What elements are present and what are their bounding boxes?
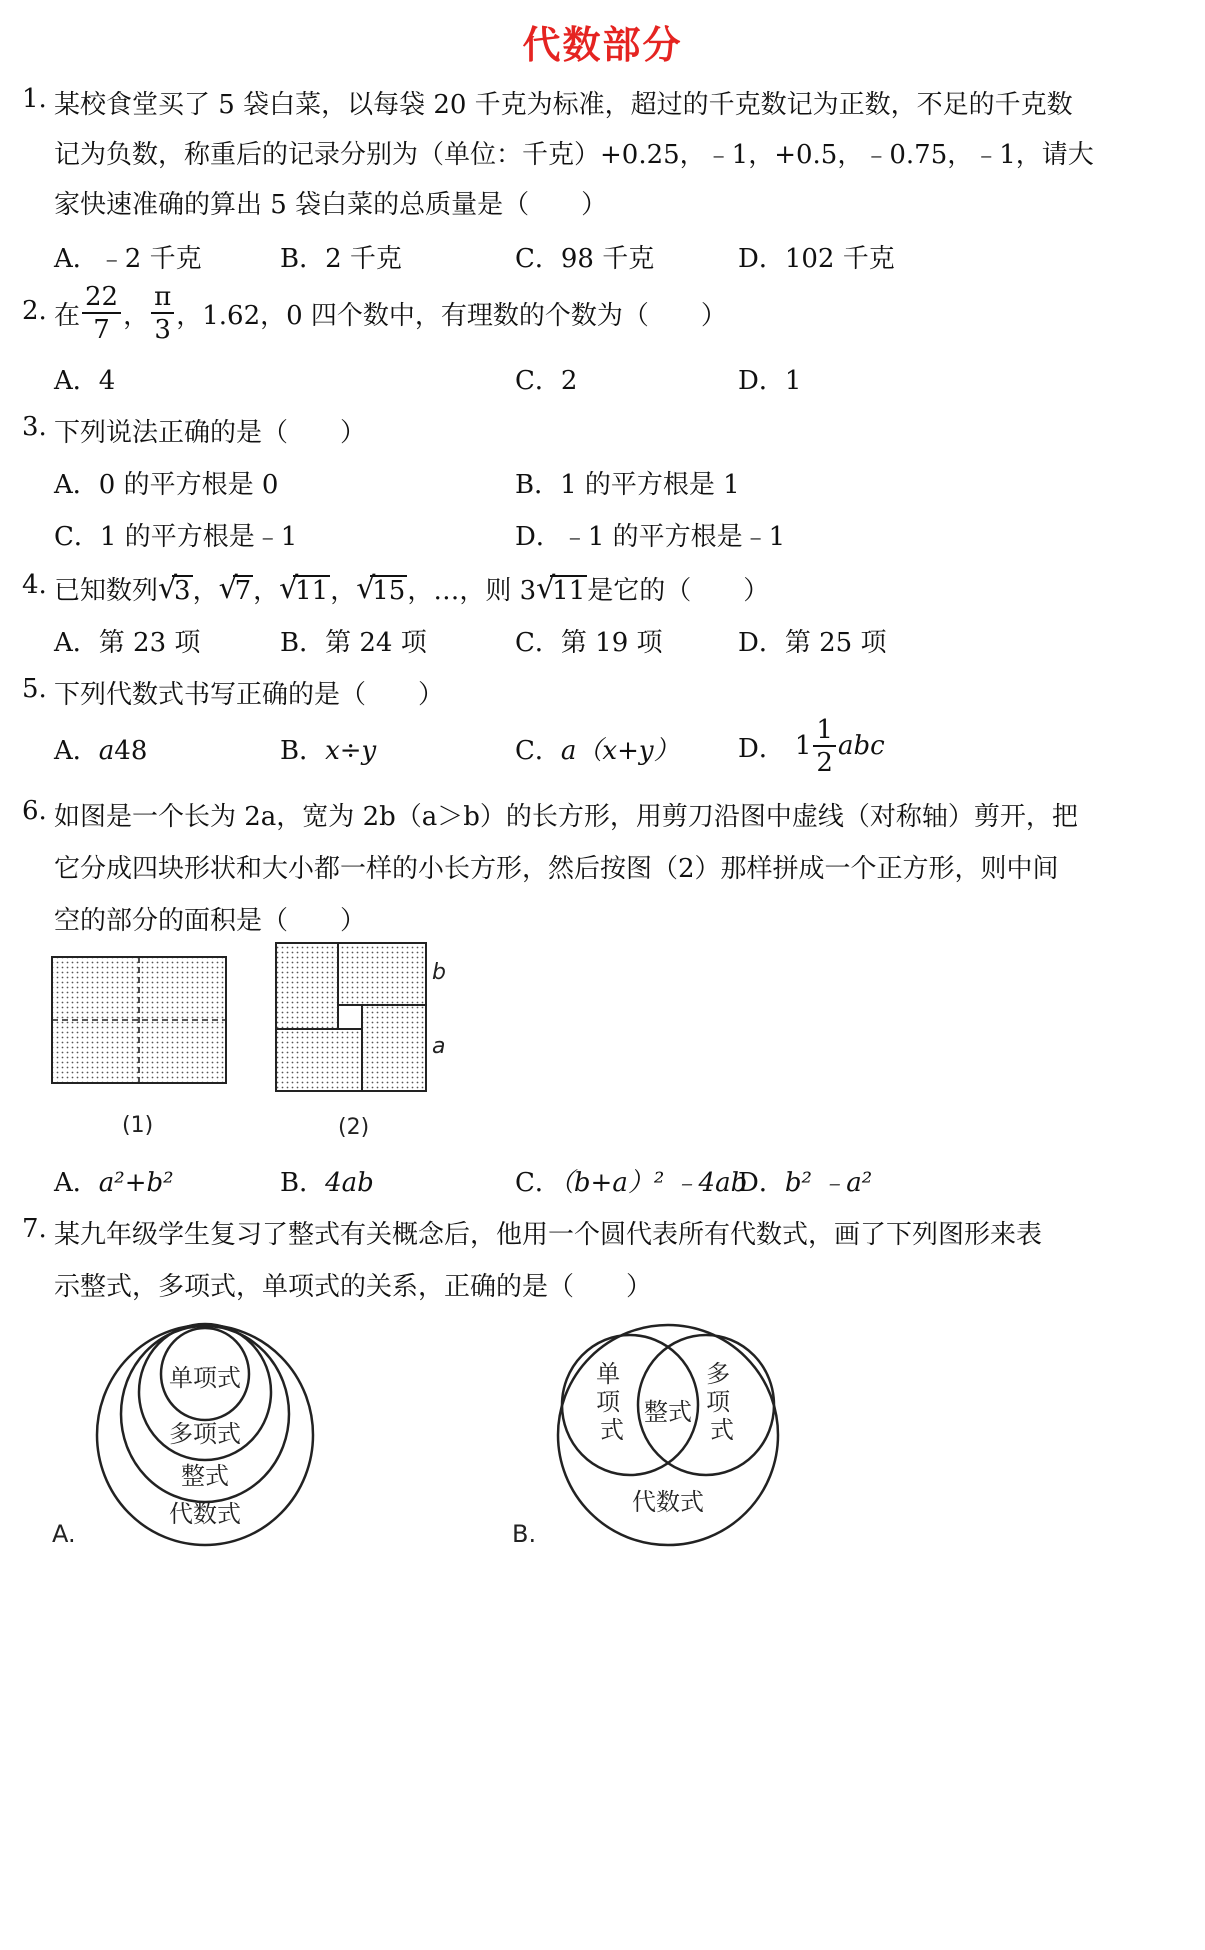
- q6-line2: 它分成四块形状和大小都一样的小长方形，然后按图（2）那样拼成一个正方形，则中间: [54, 854, 1059, 884]
- q4-r1: 3: [174, 576, 191, 606]
- q2-f1-den: 7: [93, 314, 110, 345]
- q6-line1: 如图是一个长为 2a，宽为 2b（a＞b）的长方形，用剪刀沿图中虚线（对称轴）剪开，把: [54, 802, 1078, 832]
- q3-option-a[interactable]: A．0 的平方根是 0: [54, 470, 279, 500]
- figA-text-algebraic: 代数式: [169, 1500, 241, 1528]
- fig2-caption: (2): [338, 1115, 370, 1140]
- figB-text-integral: 整式: [644, 1398, 692, 1426]
- q2-option-a[interactable]: A．4: [54, 366, 116, 396]
- figB-label: B.: [512, 1520, 537, 1548]
- q1-number: 1.: [22, 84, 47, 114]
- q6-b-expr: 4ab: [325, 1168, 374, 1198]
- q4-mid: ，…，则 3: [407, 576, 537, 606]
- q4-option-b[interactable]: B．第 24 项: [280, 628, 427, 658]
- q5-option-a[interactable]: [54, 730, 147, 767]
- q6-option-a[interactable]: [54, 1162, 174, 1199]
- q5-d-int: 1: [794, 731, 812, 761]
- q7-line2: 示整式，多项式，单项式的关系，正确的是（ ）: [54, 1272, 653, 1302]
- q4-sqrt-3: √ 3: [158, 571, 191, 606]
- fig1-caption: (1): [122, 1113, 154, 1138]
- q6-a-expr: a²+b²: [98, 1168, 174, 1198]
- q5-b-label: B．: [280, 736, 326, 766]
- q7-figure-b[interactable]: [500, 1310, 860, 1560]
- q4-r3: 11: [295, 576, 329, 606]
- q2-pre: 在: [54, 300, 81, 331]
- fig2-label-b: b: [432, 960, 446, 985]
- q3-number: 3.: [22, 412, 47, 442]
- q6-option-c[interactable]: [515, 1162, 747, 1199]
- q4-option-c[interactable]: C．第 19 项: [515, 628, 663, 658]
- q6-a-label: A．: [54, 1168, 99, 1198]
- figA-label: A.: [52, 1520, 76, 1548]
- q1-line1: 某校食堂买了 5 袋白菜，以每袋 20 千克为标准，超过的千克数记为正数，不足的千克数: [54, 90, 1073, 120]
- q2-stem: [54, 278, 727, 348]
- figA-text-polynomial: 多项式: [169, 1420, 241, 1448]
- figB-polynomial-2: 项: [706, 1388, 731, 1416]
- figB-text-algebraic: 代数式: [632, 1488, 704, 1516]
- q3-stem: 下列说法正确的是（ ）: [54, 418, 367, 448]
- q5-d-fraction: [813, 714, 836, 778]
- q3-option-b[interactable]: B．1 的平方根是 1: [515, 470, 740, 500]
- q6-line3: 空的部分的面积是（ ）: [54, 906, 367, 936]
- q5-number: 5.: [22, 674, 47, 704]
- q5-c-label: C．: [515, 736, 561, 766]
- q6-figures: [40, 935, 560, 1160]
- figA-text-integral: 整式: [181, 1462, 229, 1490]
- figB-text-polynomial: [706, 1360, 738, 1444]
- q4-r4: 15: [372, 576, 406, 606]
- q5-d-var: abc: [837, 731, 885, 761]
- q3-option-d[interactable]: D．﹣1 的平方根是﹣1: [515, 522, 786, 552]
- fig2-label-a: a: [432, 1034, 446, 1059]
- fig2-square: [276, 943, 426, 1091]
- figB-polynomial-3: 式: [710, 1416, 734, 1444]
- q6-d-expr: b² ﹣a²: [784, 1168, 873, 1198]
- figB-text-monomial: [596, 1360, 628, 1444]
- q7-number: 7.: [22, 1214, 47, 1244]
- q4-r2: 7: [234, 576, 252, 606]
- q2-f2-den: 3: [154, 314, 171, 345]
- q6-c-label: C．: [515, 1168, 561, 1198]
- q5-d-label: D．: [738, 733, 785, 764]
- q1-line2: 记为负数，称重后的记录分别为（单位：千克）+0.25，﹣1，+0.5，﹣0.75，﹣1，请大: [54, 140, 1094, 170]
- figB-monomial-2: 项: [596, 1388, 621, 1416]
- q1-option-a[interactable]: A．﹣2 千克: [54, 244, 202, 274]
- q5-option-d[interactable]: [738, 712, 885, 780]
- q4-pre: 已知数列: [54, 576, 159, 606]
- q5-b-expr: x÷y: [325, 736, 377, 766]
- q2-post: ，1.62，0 四个数中，有理数的个数为（ ）: [176, 300, 727, 331]
- q4-option-a[interactable]: A．第 23 项: [54, 628, 201, 658]
- q6-b-label: B．: [280, 1168, 326, 1198]
- q4-post: 是它的（ ）: [587, 576, 770, 606]
- q2-f2-num: π: [151, 284, 174, 314]
- q2-f1-num: 22: [82, 284, 121, 314]
- q6-number: 6.: [22, 796, 47, 826]
- q2-number: 2.: [22, 296, 47, 326]
- q6-c-expr: （b+a）² ﹣4ab: [560, 1168, 748, 1198]
- q5-option-b[interactable]: [280, 730, 376, 767]
- q4-sqrt-7: √ 7: [218, 571, 252, 606]
- q2-sep: ，: [123, 300, 150, 331]
- figA-text-monomial: 单项式: [169, 1364, 241, 1392]
- q5-a-label: A．: [54, 736, 99, 766]
- q3-option-c[interactable]: C．1 的平方根是﹣1: [54, 522, 298, 552]
- q5-d-den: 2: [816, 747, 833, 778]
- q4-r5: 11: [552, 576, 586, 606]
- q6-option-b[interactable]: [280, 1162, 374, 1199]
- q5-option-c[interactable]: [515, 730, 680, 767]
- figB-polynomial-1: 多: [706, 1360, 731, 1388]
- q4-sqrt-15: √ 15: [356, 571, 406, 606]
- q1-line3: 家快速准确的算出 5 袋白菜的总质量是（ ）: [54, 190, 608, 220]
- q2-option-c[interactable]: C．2: [515, 366, 578, 396]
- q2-fraction-pi-3: [151, 281, 174, 345]
- q5-c-expr: a（x+y）: [560, 736, 680, 766]
- q4-option-d[interactable]: D．第 25 项: [738, 628, 887, 658]
- q4-sqrt-11: √ 11: [279, 571, 329, 606]
- q5-a-num: 48: [114, 736, 148, 766]
- q1-option-c[interactable]: C．98 千克: [515, 244, 655, 274]
- q4-number: 4.: [22, 570, 47, 600]
- q7-line1: 某九年级学生复习了整式有关概念后，他用一个圆代表所有代数式，画了下列图形来表: [54, 1220, 1043, 1250]
- q7-figure-a[interactable]: [40, 1310, 400, 1560]
- q6-d-label: D．: [738, 1168, 785, 1198]
- fig2-center-hole: [338, 1005, 362, 1029]
- q4-stem: 已知数列 √ 3， √ 7， √ 11， √ 15，…，则 3 √ 11是它的（ ）: [54, 571, 770, 606]
- figB-monomial-3: 式: [600, 1416, 624, 1444]
- q1-option-b[interactable]: B．2 千克: [280, 244, 402, 274]
- q5-d-num: 1: [813, 717, 836, 747]
- q2-fraction-22-7: [82, 281, 121, 345]
- figB-monomial-1: 单: [596, 1360, 621, 1388]
- q4-sqrt-11-target: √ 11: [536, 571, 586, 606]
- q5-stem: 下列代数式书写正确的是（ ）: [54, 680, 445, 710]
- page-title: 代数部分: [522, 23, 683, 67]
- q2-option-d[interactable]: D．1: [738, 366, 802, 396]
- q6-option-d[interactable]: [738, 1162, 872, 1199]
- q1-option-d[interactable]: D．102 千克: [738, 244, 895, 274]
- q5-a-var: a: [98, 736, 115, 766]
